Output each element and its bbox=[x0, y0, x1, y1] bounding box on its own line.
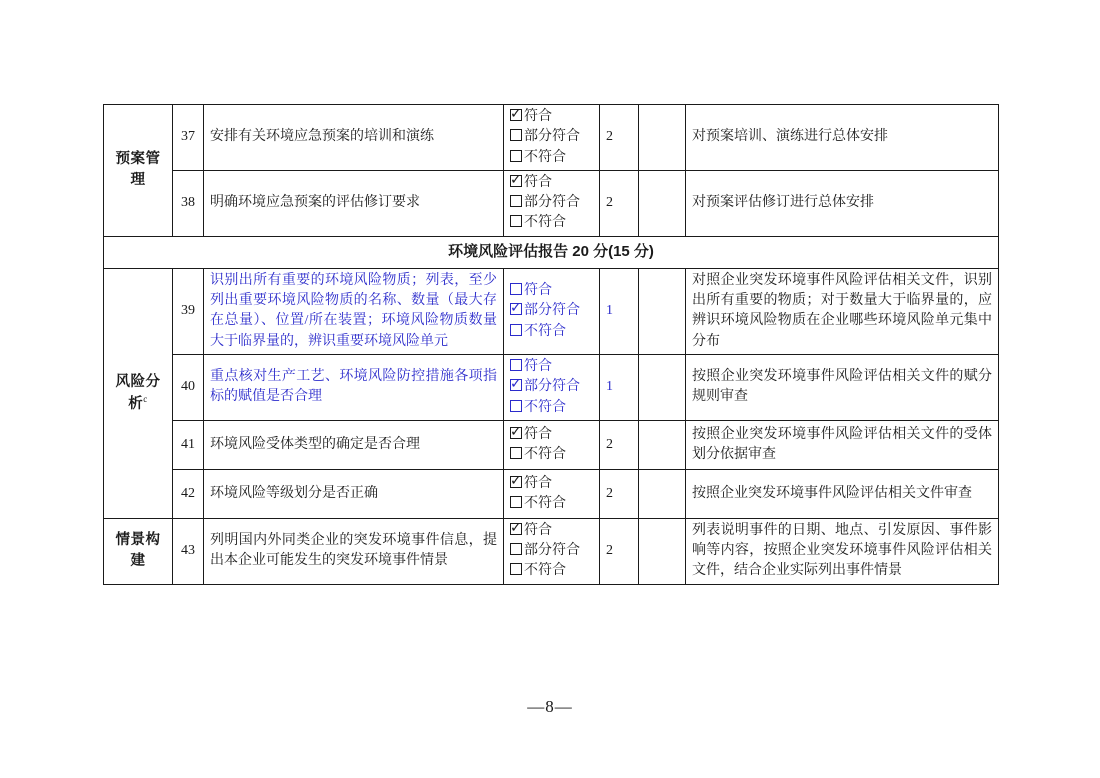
checkbox-label: 符合 bbox=[524, 475, 552, 491]
empty-cell bbox=[639, 105, 686, 171]
requirement-text-cell: 环境风险受体类型的确定是否合理 bbox=[204, 420, 504, 469]
score-cell: 2 bbox=[600, 469, 639, 518]
checkbox-option[interactable] bbox=[510, 521, 593, 541]
evaluation-checklist-table bbox=[103, 104, 999, 585]
table-row bbox=[104, 105, 999, 171]
score-cell: 1 bbox=[600, 268, 639, 354]
score-cell: 2 bbox=[600, 420, 639, 469]
checkbox-option[interactable] bbox=[510, 301, 593, 321]
checkbox-unchecked-icon[interactable] bbox=[510, 359, 522, 371]
checkbox-unchecked-icon[interactable] bbox=[510, 563, 522, 575]
checkbox-unchecked-icon[interactable] bbox=[510, 496, 522, 508]
checkbox-unchecked-icon[interactable] bbox=[510, 324, 522, 336]
checkbox-label: 不符合 bbox=[524, 323, 566, 339]
options-cell bbox=[504, 268, 600, 354]
remark-cell: 对照企业突发环境事件风险评估相关文件，识别出所有重要的物质；对于数量大于临界量的，应辨识环境风险物质在企业哪些环境风险单元集中分布 bbox=[686, 268, 999, 354]
row-number-cell: 42 bbox=[173, 469, 204, 518]
requirement-text-cell: 重点核对生产工艺、环境风险防控措施各项指标的赋值是否合理 bbox=[204, 354, 504, 420]
checkbox-checked-icon[interactable] bbox=[510, 379, 522, 391]
checkbox-label: 部分符合 bbox=[524, 303, 580, 319]
options-cell bbox=[504, 170, 600, 236]
checkbox-label: 不符合 bbox=[524, 495, 566, 511]
checkbox-unchecked-icon[interactable] bbox=[510, 150, 522, 162]
checkbox-option[interactable] bbox=[510, 541, 593, 561]
options-cell bbox=[504, 469, 600, 518]
checkbox-option[interactable] bbox=[510, 377, 593, 397]
checkbox-option[interactable] bbox=[510, 281, 593, 301]
checkbox-label: 不符合 bbox=[524, 399, 566, 415]
checkbox-label: 符合 bbox=[524, 358, 552, 374]
checkbox-option[interactable] bbox=[510, 193, 593, 213]
checkbox-unchecked-icon[interactable] bbox=[510, 283, 522, 295]
checkbox-option[interactable] bbox=[510, 425, 593, 445]
checkbox-option[interactable] bbox=[510, 148, 593, 168]
checkbox-checked-icon[interactable] bbox=[510, 175, 522, 187]
checkbox-label: 不符合 bbox=[524, 446, 566, 462]
table-row bbox=[104, 469, 999, 518]
checkbox-label: 部分符合 bbox=[524, 379, 580, 395]
score-cell: 2 bbox=[600, 518, 639, 584]
checkbox-checked-icon[interactable] bbox=[510, 109, 522, 121]
remark-cell: 对预案培训、演练进行总体安排 bbox=[686, 105, 999, 171]
checkbox-checked-icon[interactable] bbox=[510, 476, 522, 488]
category-footnote-mark: c bbox=[143, 393, 148, 404]
checkbox-unchecked-icon[interactable] bbox=[510, 447, 522, 459]
requirement-text-cell: 识别出所有重要的环境风险物质；列表，至少列出重要环境风险物质的名称、数量（最大存在总量）、位置/所在装置；环境风险物质数量大于临界量的，辨识重要环境风险单元 bbox=[204, 268, 504, 354]
row-number-cell: 40 bbox=[173, 354, 204, 420]
checkbox-label: 符合 bbox=[524, 522, 552, 538]
section-header-row bbox=[104, 236, 999, 268]
row-number-cell: 39 bbox=[173, 268, 204, 354]
score-cell: 1 bbox=[600, 354, 639, 420]
checkbox-option[interactable] bbox=[510, 173, 593, 193]
checkbox-label: 部分符合 bbox=[524, 129, 580, 145]
page-number: —8— bbox=[527, 697, 573, 716]
table-row bbox=[104, 268, 999, 354]
checkbox-option[interactable] bbox=[510, 561, 593, 581]
checkbox-option[interactable] bbox=[510, 445, 593, 465]
checkbox-label: 符合 bbox=[524, 282, 552, 298]
empty-cell bbox=[639, 170, 686, 236]
checkbox-checked-icon[interactable] bbox=[510, 427, 522, 439]
checkbox-option[interactable] bbox=[510, 494, 593, 514]
requirement-text-cell: 列明国内外同类企业的突发环境事件信息，提出本企业可能发生的突发环境事件情景 bbox=[204, 518, 504, 584]
checkbox-unchecked-icon[interactable] bbox=[510, 400, 522, 412]
checkbox-option[interactable] bbox=[510, 213, 593, 233]
empty-cell bbox=[639, 420, 686, 469]
checkbox-unchecked-icon[interactable] bbox=[510, 215, 522, 227]
empty-cell bbox=[639, 518, 686, 584]
requirement-text-cell: 环境风险等级划分是否正确 bbox=[204, 469, 504, 518]
category-cell bbox=[104, 518, 173, 584]
checkbox-option[interactable] bbox=[510, 398, 593, 418]
category-label: 预案管理 bbox=[115, 151, 161, 189]
table-row bbox=[104, 518, 999, 584]
remark-cell: 列表说明事件的日期、地点、引发原因、事件影响等内容，按照企业突发环境事件风险评估相关文件，结合企业实际列出事件情景 bbox=[686, 518, 999, 584]
checkbox-label: 符合 bbox=[524, 109, 552, 124]
remark-cell: 按照企业突发环境事件风险评估相关文件的受体划分依据审查 bbox=[686, 420, 999, 469]
checkbox-label: 符合 bbox=[524, 426, 552, 442]
options-cell bbox=[504, 354, 600, 420]
checkbox-unchecked-icon[interactable] bbox=[510, 543, 522, 555]
checkbox-label: 符合 bbox=[524, 174, 552, 190]
empty-cell bbox=[639, 469, 686, 518]
category-label: 风险分析 bbox=[115, 373, 161, 412]
category-label: 情景构建 bbox=[115, 532, 161, 570]
remark-cell: 按照企业突发环境事件风险评估相关文件的赋分规则审查 bbox=[686, 354, 999, 420]
checkbox-option[interactable] bbox=[510, 322, 593, 342]
checkbox-option[interactable] bbox=[510, 107, 593, 127]
checkbox-checked-icon[interactable] bbox=[510, 303, 522, 315]
options-cell bbox=[504, 518, 600, 584]
options-cell bbox=[504, 105, 600, 171]
row-number-cell: 38 bbox=[173, 170, 204, 236]
table-row bbox=[104, 170, 999, 236]
checkbox-label: 不符合 bbox=[524, 215, 566, 231]
options-cell bbox=[504, 420, 600, 469]
checkbox-option[interactable] bbox=[510, 357, 593, 377]
checkbox-option[interactable] bbox=[510, 127, 593, 147]
checkbox-label: 部分符合 bbox=[524, 195, 580, 211]
category-cell bbox=[104, 268, 173, 518]
section-header: 环境风险评估报告 20 分(15 分) bbox=[104, 236, 999, 268]
checkbox-label: 部分符合 bbox=[524, 543, 580, 559]
empty-cell bbox=[639, 268, 686, 354]
score-cell: 2 bbox=[600, 105, 639, 171]
requirement-text-cell: 明确环境应急预案的评估修订要求 bbox=[204, 170, 504, 236]
requirement-text-cell: 安排有关环境应急预案的培训和演练 bbox=[204, 105, 504, 171]
row-number-cell: 43 bbox=[173, 518, 204, 584]
table-row bbox=[104, 354, 999, 420]
row-number-cell: 41 bbox=[173, 420, 204, 469]
checkbox-unchecked-icon[interactable] bbox=[510, 129, 522, 141]
checkbox-label: 不符合 bbox=[524, 563, 566, 579]
category-cell bbox=[104, 105, 173, 237]
table-row bbox=[104, 420, 999, 469]
row-number-cell: 37 bbox=[173, 105, 204, 171]
score-cell: 2 bbox=[600, 170, 639, 236]
checklist-table-body bbox=[104, 105, 999, 585]
checkbox-checked-icon[interactable] bbox=[510, 523, 522, 535]
remark-cell: 对预案评估修订进行总体安排 bbox=[686, 170, 999, 236]
checkbox-option[interactable] bbox=[510, 474, 593, 494]
remark-cell: 按照企业突发环境事件风险评估相关文件审查 bbox=[686, 469, 999, 518]
empty-cell bbox=[639, 354, 686, 420]
checkbox-label: 不符合 bbox=[524, 149, 566, 165]
checkbox-unchecked-icon[interactable] bbox=[510, 195, 522, 207]
